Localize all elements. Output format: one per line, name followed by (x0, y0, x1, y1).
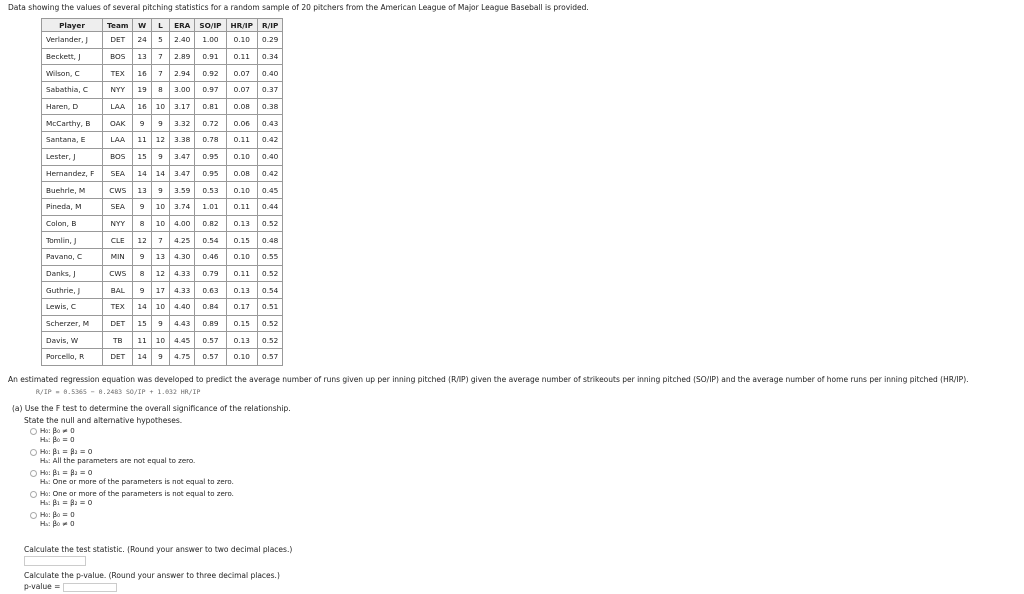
table-cell: 10 (151, 332, 169, 349)
table-cell: 12 (133, 232, 151, 249)
table-cell: 3.47 (170, 165, 195, 182)
table-cell: 0.13 (226, 332, 257, 349)
table-cell: 15 (133, 315, 151, 332)
hypothesis-option-2[interactable] (30, 448, 234, 466)
table-cell: 19 (133, 82, 151, 99)
table-cell: 0.57 (195, 332, 226, 349)
table-cell: 5 (151, 32, 169, 49)
table-cell: DET (103, 349, 133, 366)
column-header: Player (42, 19, 103, 32)
table-body (42, 32, 283, 366)
table-cell: 0.42 (258, 132, 283, 149)
column-header: SO/IP (195, 19, 226, 32)
table-cell: 0.34 (258, 48, 283, 65)
table-cell: CWS (103, 265, 133, 282)
table-cell: 12 (151, 265, 169, 282)
table-cell: 12 (151, 132, 169, 149)
table-cell: LAA (103, 98, 133, 115)
regression-description: An estimated regression equation was developed to predict the average number of runs given up per inning pitched (R/IP) given the average number of strikeouts per inning pitched (SO/IP) and the average number of home runs per inning pitched (HR/IP). (8, 375, 969, 384)
table-cell: 0.07 (226, 65, 257, 82)
table-cell: 13 (133, 182, 151, 199)
radio-button[interactable] (30, 512, 37, 519)
table-cell: 8 (133, 265, 151, 282)
table-cell: 0.81 (195, 98, 226, 115)
table-cell: 0.10 (226, 182, 257, 199)
table-cell: 10 (151, 299, 169, 316)
question-a: (a) Use the F test to determine the overall significance of the relationship. (12, 404, 291, 413)
table-cell: 9 (151, 115, 169, 132)
column-header: R/IP (258, 19, 283, 32)
radio-button[interactable] (30, 491, 37, 498)
table-cell: 10 (151, 98, 169, 115)
table-cell: 0.48 (258, 232, 283, 249)
table-cell: 0.08 (226, 98, 257, 115)
table-row (42, 299, 283, 316)
table-row (42, 282, 283, 299)
table-cell: 0.91 (195, 48, 226, 65)
option-null: H₀: β₁ = β₂ = 0 (40, 469, 93, 477)
table-cell: 14 (133, 349, 151, 366)
table-cell: SEA (103, 198, 133, 215)
table-cell: 11 (133, 132, 151, 149)
table-cell: 9 (151, 148, 169, 165)
hypothesis-option-5[interactable] (30, 511, 234, 529)
table-cell: 4.33 (170, 265, 195, 282)
column-header: ERA (170, 19, 195, 32)
table-cell: 1.00 (195, 32, 226, 49)
option-null: H₀: β₁ = β₂ = 0 (40, 448, 93, 456)
table-cell: Buehrle, M (42, 182, 103, 199)
table-cell: 3.47 (170, 148, 195, 165)
table-cell: 3.00 (170, 82, 195, 99)
table-cell: Tomlin, J (42, 232, 103, 249)
table-cell: MIN (103, 248, 133, 265)
table-cell: 0.51 (258, 299, 283, 316)
table-cell: 0.54 (195, 232, 226, 249)
column-header: Team (103, 19, 133, 32)
table-row (42, 48, 283, 65)
table-cell: 3.38 (170, 132, 195, 149)
table-cell: 3.17 (170, 98, 195, 115)
table-cell: 0.53 (195, 182, 226, 199)
table-row (42, 65, 283, 82)
table-cell: 9 (133, 282, 151, 299)
table-cell: 0.15 (226, 315, 257, 332)
option-null: H₀: β₀ = 0 (40, 511, 75, 519)
table-cell: Pineda, M (42, 198, 103, 215)
column-header: L (151, 19, 169, 32)
table-cell: 0.95 (195, 165, 226, 182)
option-alt: Hₐ: One or more of the parameters is not equal to zero. (40, 478, 234, 486)
table-cell: 0.43 (258, 115, 283, 132)
option-null: H₀: β₀ ≠ 0 (40, 427, 75, 435)
table-cell: TB (103, 332, 133, 349)
table-cell: BOS (103, 148, 133, 165)
table-row (42, 182, 283, 199)
table-cell: McCarthy, B (42, 115, 103, 132)
table-cell: OAK (103, 115, 133, 132)
table-cell: 7 (151, 65, 169, 82)
table-cell: 16 (133, 65, 151, 82)
table-cell: 8 (151, 82, 169, 99)
table-cell: 11 (133, 332, 151, 349)
table-cell: Verlander, J (42, 32, 103, 49)
p-value-input[interactable] (63, 583, 117, 592)
table-cell: 7 (151, 232, 169, 249)
option-alt: Hₐ: β₀ ≠ 0 (40, 520, 75, 528)
table-cell: 4.33 (170, 282, 195, 299)
table-row (42, 332, 283, 349)
table-cell: 0.13 (226, 215, 257, 232)
table-cell: 16 (133, 98, 151, 115)
option-alt: Hₐ: β₁ = β₂ = 0 (40, 499, 93, 507)
table-cell: 0.10 (226, 248, 257, 265)
table-cell: 0.63 (195, 282, 226, 299)
table-cell: Haren, D (42, 98, 103, 115)
table-cell: LAA (103, 132, 133, 149)
table-cell: NYY (103, 215, 133, 232)
test-statistic-prompt: Calculate the test statistic. (Round your answer to two decimal places.) (24, 545, 293, 554)
table-cell: 2.94 (170, 65, 195, 82)
table-cell: NYY (103, 82, 133, 99)
table-cell: 2.40 (170, 32, 195, 49)
table-cell: 2.89 (170, 48, 195, 65)
table-cell: Porcello, R (42, 349, 103, 366)
column-header: HR/IP (226, 19, 257, 32)
table-cell: 4.75 (170, 349, 195, 366)
table-cell: TEX (103, 299, 133, 316)
table-cell: SEA (103, 165, 133, 182)
table-cell: 0.10 (226, 148, 257, 165)
table-cell: 9 (133, 248, 151, 265)
table-cell: 0.78 (195, 132, 226, 149)
table-cell: BAL (103, 282, 133, 299)
table-row (42, 232, 283, 249)
table-cell: 0.52 (258, 265, 283, 282)
table-cell: 9 (151, 315, 169, 332)
table-row (42, 248, 283, 265)
table-cell: 0.08 (226, 165, 257, 182)
table-cell: 0.11 (226, 265, 257, 282)
table-cell: 3.32 (170, 115, 195, 132)
table-cell: 0.57 (258, 349, 283, 366)
table-cell: 0.89 (195, 315, 226, 332)
table-cell: 0.97 (195, 82, 226, 99)
table-row (42, 265, 283, 282)
table-cell: 9 (133, 198, 151, 215)
table-row (42, 148, 283, 165)
intro-text: Data showing the values of several pitching statistics for a random sample of 20 pitchers from the American League of Major League Baseball is provided. (8, 3, 589, 12)
hypothesis-option-3[interactable] (30, 469, 234, 487)
table-cell: Guthrie, J (42, 282, 103, 299)
table-cell: Beckett, J (42, 48, 103, 65)
table-cell: BOS (103, 48, 133, 65)
table-row (42, 98, 283, 115)
table-cell: 4.00 (170, 215, 195, 232)
table-cell: 0.52 (258, 332, 283, 349)
table-cell: Colon, B (42, 215, 103, 232)
hypotheses-prompt: State the null and alternative hypotheses. (24, 416, 183, 425)
table-cell: 0.11 (226, 48, 257, 65)
table-cell: 0.10 (226, 32, 257, 49)
table-row (42, 82, 283, 99)
table-row (42, 132, 283, 149)
radio-button[interactable] (30, 449, 37, 456)
table-cell: 0.44 (258, 198, 283, 215)
table-row (42, 349, 283, 366)
table-cell: Hernandez, F (42, 165, 103, 182)
table-cell: 7 (151, 48, 169, 65)
hypotheses-options (30, 427, 234, 532)
table-row (42, 165, 283, 182)
table-header-row (42, 19, 283, 32)
table-cell: 9 (151, 182, 169, 199)
table-cell: 1.01 (195, 198, 226, 215)
table-cell: 0.52 (258, 315, 283, 332)
table-cell: Lewis, C (42, 299, 103, 316)
table-cell: 0.17 (226, 299, 257, 316)
radio-button[interactable] (30, 470, 37, 477)
test-statistic-input[interactable] (24, 556, 86, 566)
table-row (42, 315, 283, 332)
p-value-row (24, 582, 117, 592)
option-null: H₀: One or more of the parameters is not equal to zero. (40, 490, 234, 498)
table-cell: 15 (133, 148, 151, 165)
table-row (42, 115, 283, 132)
table-cell: 3.59 (170, 182, 195, 199)
table-cell: 4.40 (170, 299, 195, 316)
table-cell: 0.37 (258, 82, 283, 99)
table-cell: Lester, J (42, 148, 103, 165)
hypothesis-option-1[interactable] (30, 427, 234, 445)
table-row (42, 32, 283, 49)
table-cell: 4.30 (170, 248, 195, 265)
table-cell: 0.42 (258, 165, 283, 182)
table-cell: 10 (151, 198, 169, 215)
table-cell: 24 (133, 32, 151, 49)
table-cell: 0.38 (258, 98, 283, 115)
table-cell: 0.92 (195, 65, 226, 82)
table-cell: 14 (133, 165, 151, 182)
table-row (42, 198, 283, 215)
table-cell: DET (103, 315, 133, 332)
table-cell: 10 (151, 215, 169, 232)
table-cell: 14 (133, 299, 151, 316)
table-cell: 0.07 (226, 82, 257, 99)
table-cell: Pavano, C (42, 248, 103, 265)
table-cell: 0.11 (226, 198, 257, 215)
table-cell: 0.84 (195, 299, 226, 316)
table-cell: 0.45 (258, 182, 283, 199)
table-cell: 14 (151, 165, 169, 182)
regression-equation: R/IP = 0.5365 − 0.2483 SO/IP + 1.032 HR/IP (36, 388, 201, 396)
table-cell: 0.72 (195, 115, 226, 132)
table-cell: Wilson, C (42, 65, 103, 82)
option-alt: Hₐ: β₀ = 0 (40, 436, 75, 444)
table-cell: DET (103, 32, 133, 49)
table-cell: 13 (151, 248, 169, 265)
option-alt: Hₐ: All the parameters are not equal to zero. (40, 457, 196, 465)
table-cell: Davis, W (42, 332, 103, 349)
table-cell: 0.15 (226, 232, 257, 249)
table-cell: Sabathia, C (42, 82, 103, 99)
table-cell: 0.10 (226, 349, 257, 366)
table-cell: 0.55 (258, 248, 283, 265)
table-cell: 4.25 (170, 232, 195, 249)
table-cell: 3.74 (170, 198, 195, 215)
table-cell: 0.54 (258, 282, 283, 299)
table-cell: 0.79 (195, 265, 226, 282)
table-cell: 4.45 (170, 332, 195, 349)
table-cell: 8 (133, 215, 151, 232)
table-cell: 0.57 (195, 349, 226, 366)
p-value-prompt: Calculate the p-value. (Round your answer to three decimal places.) (24, 571, 280, 580)
table-cell: 0.11 (226, 132, 257, 149)
pitching-stats-table (41, 18, 283, 366)
table-cell: Santana, E (42, 132, 103, 149)
radio-button[interactable] (30, 428, 37, 435)
table-cell: 0.95 (195, 148, 226, 165)
table-cell: 13 (133, 48, 151, 65)
table-cell: 0.13 (226, 282, 257, 299)
table-cell: 0.40 (258, 65, 283, 82)
table-cell: 0.06 (226, 115, 257, 132)
table-cell: 0.40 (258, 148, 283, 165)
table-cell: CWS (103, 182, 133, 199)
table-cell: Danks, J (42, 265, 103, 282)
table-cell: 0.52 (258, 215, 283, 232)
table-cell: CLE (103, 232, 133, 249)
table-cell: 9 (151, 349, 169, 366)
table-cell: 0.29 (258, 32, 283, 49)
table-cell: Scherzer, M (42, 315, 103, 332)
column-header: W (133, 19, 151, 32)
table-cell: 0.46 (195, 248, 226, 265)
p-value-label: p-value = (24, 582, 61, 591)
table-row (42, 215, 283, 232)
hypothesis-option-4[interactable] (30, 490, 234, 508)
table-cell: 0.82 (195, 215, 226, 232)
table-cell: TEX (103, 65, 133, 82)
table-cell: 17 (151, 282, 169, 299)
table-cell: 9 (133, 115, 151, 132)
table-cell: 4.43 (170, 315, 195, 332)
